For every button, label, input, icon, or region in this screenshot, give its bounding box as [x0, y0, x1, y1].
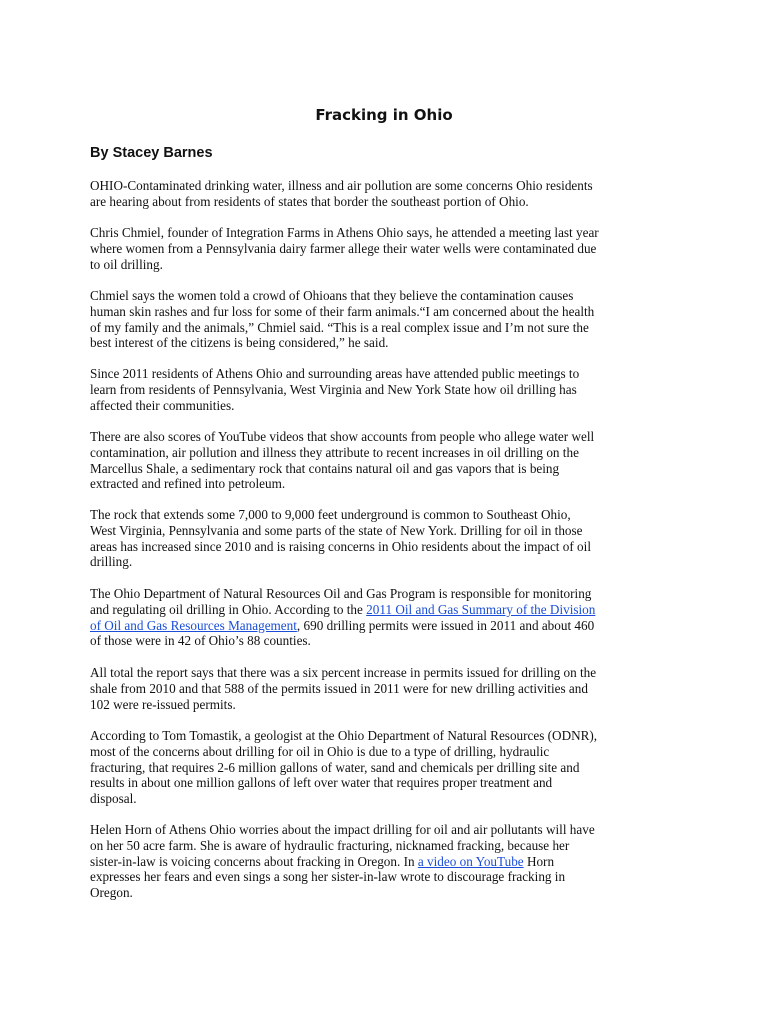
paragraph-line: Chris Chmiel, founder of Integration Farms in Athens Ohio says, he attended a meeting last year	[90, 225, 599, 240]
paragraph-text: and regulating oil drilling in Ohio. According to the	[90, 601, 367, 617]
paragraph-line: to oil drilling.	[90, 256, 163, 272]
paragraph-line: results in about one million gallons of left over water that requires proper treatment and	[90, 775, 553, 791]
paragraph-line: There are also scores of YouTube videos that show accounts from people who allege water well	[90, 429, 595, 444]
paragraph-line: shale from 2010 and that 588 of the permits issued in 2011 were for new drilling activities and	[90, 680, 588, 696]
paragraph-line	[90, 854, 690, 870]
document-byline: By Stacey Barnes	[90, 145, 213, 161]
paragraph-line: learn from residents of Pennsylvania, West Virginia and New York State how oil drilling has	[90, 381, 577, 397]
paragraph-1	[90, 178, 690, 210]
paragraph-line: Marcellus Shale, a sedimentary rock that contains natural oil and gas vapors that is being	[90, 460, 560, 476]
paragraph-2	[90, 225, 690, 272]
paragraph-line: on her 50 acre farm. She is aware of hydraulic fracturing, nicknamed fracking, because her	[90, 837, 570, 853]
paragraph-line: Since 2011 residents of Athens Ohio and surrounding areas have attended public meetings to	[90, 366, 580, 381]
document-title: Fracking in Ohio	[315, 106, 453, 124]
paragraph-text: Horn	[523, 853, 555, 869]
paragraph-5	[90, 429, 690, 492]
paragraph-4	[90, 366, 690, 413]
paragraph-line: The Ohio Department of Natural Resources Oil and Gas Program is responsible for monitoring	[90, 586, 592, 601]
paragraph-line: All total the report says that there was a six percent increase in permits issued for drilling on the	[90, 665, 597, 680]
paragraph-line: The rock that extends some 7,000 to 9,000 feet underground is common to Southeast Ohio,	[90, 507, 571, 522]
paragraph-line: drilling.	[90, 554, 133, 570]
paragraph-line: Oregon.	[90, 885, 133, 901]
paragraph-9	[90, 728, 690, 807]
paragraph-line: extracted and refined into petroleum.	[90, 476, 286, 492]
paragraph-line: contamination, air pollution and illness they attribute to recent increases in oil drilling on the	[90, 444, 579, 460]
paragraph-text: sister-in-law is voicing concerns about fracking in Oregon. In	[90, 853, 418, 869]
paragraph-line: human skin rashes and fur loss for some of their farm animals.“I am concerned about the health	[90, 303, 595, 319]
paragraph-line: OHIO-Contaminated drinking water, illness and air pollution are some concerns Ohio residents	[90, 178, 593, 193]
paragraph-7	[90, 586, 690, 649]
paragraph-line: best interest of the citizens is being considered,” he said.	[90, 335, 389, 351]
paragraph-line: 102 were re-issued permits.	[90, 696, 236, 712]
oil-gas-summary-link-part1[interactable]: 2011 Oil and Gas Summary of the Division	[366, 601, 596, 617]
paragraph-text: , 690 drilling permits were issued in 2011 and about 460	[296, 617, 595, 633]
paragraph-line: Chmiel says the women told a crowd of Ohioans that they believe the contamination causes	[90, 288, 574, 303]
paragraph-line: disposal.	[90, 791, 137, 807]
paragraph-line: of those were in 42 of Ohio’s 88 counties.	[90, 633, 311, 649]
paragraph-3	[90, 288, 690, 351]
youtube-video-link[interactable]: a video on YouTube	[417, 853, 524, 869]
paragraph-line: expresses her fears and even sings a song her sister-in-law wrote to discourage fracking in	[90, 869, 566, 885]
paragraph-6	[90, 507, 690, 570]
paragraph-line: affected their communities.	[90, 397, 235, 413]
paragraph-line: West Virginia, Pennsylvania and some parts of the state of New York. Drilling for oil in those	[90, 522, 583, 538]
paragraph-line: Helen Horn of Athens Ohio worries about the impact drilling for oil and air pollutants will have	[90, 822, 595, 837]
paragraph-line: where women from a Pennsylvania dairy farmer allege their water wells were contaminated due	[90, 240, 597, 256]
paragraph-line: fracturing, that requires 2-6 million gallons of water, sand and chemicals per drilling site and	[90, 759, 580, 775]
paragraph-line	[90, 602, 690, 618]
paragraph-line: are hearing about from residents of states that border the southeast portion of Ohio.	[90, 193, 529, 209]
paragraph-8	[90, 665, 690, 712]
oil-gas-summary-link-part2[interactable]: of Oil and Gas Resources Management	[90, 617, 297, 633]
paragraph-line: most of the concerns about drilling for oil in Ohio is due to a type of drilling, hydraulic	[90, 743, 550, 759]
paragraph-line: According to Tom Tomastik, a geologist at the Ohio Department of Natural Resources (ODNR),	[90, 728, 598, 743]
paragraph-line: areas has increased since 2010 and is raising concerns in Ohio residents about the impact of oil	[90, 538, 591, 554]
paragraph-10	[90, 822, 690, 901]
paragraph-line: of my family and the animals,” Chmiel said. “This is a real complex issue and I’m not sure the	[90, 319, 589, 335]
paragraph-line	[90, 618, 690, 634]
